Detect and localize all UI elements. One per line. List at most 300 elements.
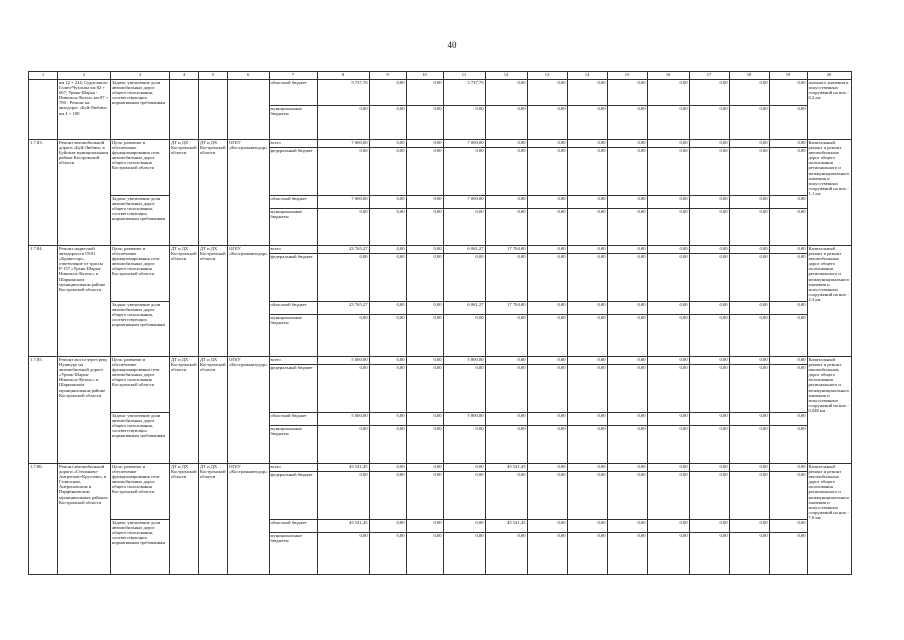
amount-cell: 0,00	[607, 148, 647, 196]
amount-cell: 0,00	[647, 357, 689, 365]
funding-source-cell: всего	[269, 464, 317, 472]
amount-cell: 0,00	[369, 357, 406, 365]
goal-cell: Цель: развитие и обеспечение функционирования сети автомобильных дорог общего пользования Костромской области	[111, 357, 170, 413]
amount-cell: 0,00	[406, 209, 443, 246]
funding-source-cell: федеральный бюджет	[269, 365, 317, 413]
amount-cell: 0,00	[647, 196, 689, 209]
amount-cell: 0,00	[689, 533, 729, 575]
amount-cell: 0,00	[607, 413, 647, 426]
column-number-cell: 18	[729, 72, 769, 80]
table-row	[29, 80, 852, 106]
amount-cell: 0,00	[567, 520, 607, 533]
amount-cell: 0,00	[729, 209, 769, 246]
goal-cell: Цель: развитие и обеспечение функционирования сети автомобильных дорог общего пользования Костромской области	[111, 464, 170, 520]
amount-cell: 0,00	[729, 365, 769, 413]
amount-cell: 0,00	[567, 315, 607, 357]
amount-cell: 0,00	[485, 209, 527, 246]
funding-source-cell: областной бюджет	[269, 302, 317, 315]
funding-source-cell: областной бюджет	[269, 80, 317, 106]
amount-cell: 5 000,00	[317, 357, 369, 365]
responsible-cell: ДТ и ДХ Костромской области	[170, 357, 199, 464]
amount-cell: 45 541,45	[485, 520, 527, 533]
amount-cell: 0,00	[729, 413, 769, 426]
row-number-cell: 1.7.85.	[29, 357, 58, 464]
amount-cell: 0,00	[647, 413, 689, 426]
amount-cell: 0,00	[607, 196, 647, 209]
amount-cell: 0,00	[729, 246, 769, 254]
column-number-cell: 15	[607, 72, 647, 80]
amount-cell: 0,00	[527, 254, 567, 302]
amount-cell: 0,00	[527, 533, 567, 575]
column-number-cell: 11	[443, 72, 485, 80]
row-number-cell: 1.7.84.	[29, 246, 58, 357]
amount-cell: 0,00	[769, 80, 807, 106]
amount-cell: 0,00	[527, 413, 567, 426]
amount-cell: 0,00	[729, 520, 769, 533]
amount-cell: 0,00	[567, 533, 607, 575]
amount-cell: 0,00	[647, 315, 689, 357]
amount-cell: 0,00	[607, 140, 647, 148]
amount-cell: 0,00	[485, 357, 527, 365]
amount-cell: 0,00	[406, 148, 443, 196]
column-number-cell: 5	[199, 72, 228, 80]
column-number-cell: 10	[406, 72, 443, 80]
customer-cell	[199, 80, 228, 140]
amount-cell: 0,00	[567, 365, 607, 413]
amount-cell: 0,00	[443, 106, 485, 140]
amount-cell: 0,00	[406, 413, 443, 426]
amount-cell: 0,00	[769, 464, 807, 472]
amount-cell: 0,00	[647, 464, 689, 472]
amount-cell: 0,00	[729, 302, 769, 315]
amount-cell: 0,00	[369, 254, 406, 302]
funding-source-cell: всего	[269, 246, 317, 254]
amount-cell: 0,00	[689, 413, 729, 426]
amount-cell: 0,00	[485, 472, 527, 520]
executor-cell: ОГБУ «Костромаавтодор»	[228, 140, 270, 246]
amount-cell: 0,00	[485, 533, 527, 575]
amount-cell: 0,00	[369, 196, 406, 209]
row-number-cell: 1.7.83.	[29, 140, 58, 246]
page-number: 40	[447, 40, 457, 50]
amount-cell: 0,00	[607, 302, 647, 315]
row-number-cell: 1.7.86.	[29, 464, 58, 575]
responsible-cell: ДТ и ДХ Костромской области	[170, 140, 199, 246]
table-row	[29, 140, 852, 148]
amount-cell: 0,00	[527, 302, 567, 315]
amount-cell: 0,00	[769, 472, 807, 520]
amount-cell: 0,00	[567, 106, 607, 140]
amount-cell: 0,00	[689, 302, 729, 315]
amount-cell: 0,00	[369, 472, 406, 520]
amount-cell: 6 061,27	[443, 302, 485, 315]
amount-cell: 0,00	[729, 357, 769, 365]
event-name-cell: Ремонт автомобильной дороги «Степаново-Антропово-Круглово» в Галичском, Антроповском и Парфеньевском муниципальных районах Костромской области	[58, 464, 111, 575]
amount-cell: 0,00	[729, 140, 769, 148]
amount-cell: 7 000,00	[443, 196, 485, 209]
amount-cell: 7 000,00	[317, 140, 369, 148]
column-number-cell: 8	[317, 72, 369, 80]
amount-cell: 0,00	[607, 533, 647, 575]
table-row	[29, 302, 852, 315]
column-number-cell: 1	[29, 72, 58, 80]
amount-cell: 0,00	[317, 254, 369, 302]
funding-source-cell: муниципальные бюджеты	[269, 106, 317, 140]
event-name-cell: Ремонт моста через реку Нушкуро на автомобильной дороге «Урень-Шарья-Никольск-Котлас» в Шарьинском муниципальном районе Костромской области	[58, 357, 111, 464]
funding-source-cell: муниципальные бюджеты	[269, 426, 317, 464]
amount-cell: 0,00	[369, 413, 406, 426]
amount-cell: 0,00	[527, 196, 567, 209]
amount-cell: 0,00	[769, 148, 807, 196]
amount-cell: 0,00	[369, 209, 406, 246]
amount-cell: 0,00	[567, 209, 607, 246]
amount-cell: 0,00	[369, 426, 406, 464]
responsible-cell: ДТ и ДХ Костромской области	[170, 246, 199, 357]
amount-cell: 0,00	[443, 254, 485, 302]
event-name-cell: Ремонт автомобильной дороги «Буй-Любим» в Буйском муниципальном районе Костромской области	[58, 140, 111, 246]
amount-cell: 0,00	[689, 315, 729, 357]
amount-cell: 0,00	[406, 357, 443, 365]
amount-cell: 0,00	[406, 106, 443, 140]
amount-cell: 0,00	[769, 196, 807, 209]
amount-cell: 0,00	[485, 254, 527, 302]
amount-cell: 0,00	[769, 365, 807, 413]
amount-cell: 0,00	[567, 254, 607, 302]
column-number-cell: 9	[369, 72, 406, 80]
column-number-cell: 20	[807, 72, 851, 80]
amount-cell: 0,00	[607, 464, 647, 472]
amount-cell: 23 765,27	[317, 246, 369, 254]
customer-cell: ДТ и ДХ Костромской области	[199, 464, 228, 575]
task-cell: Задача: увеличение доли автомобильных дорог общего пользования, соответствующих нормативным требованиям	[111, 196, 170, 246]
amount-cell: 0,00	[689, 472, 729, 520]
row-number-cell	[29, 80, 58, 140]
column-number-cell: 2	[58, 72, 111, 80]
funding-source-cell: муниципальные бюджеты	[269, 315, 317, 357]
amount-cell: 0,00	[527, 148, 567, 196]
result-cell: пального значения и искусственных сооружений на них - 0,2 км	[807, 80, 851, 140]
amount-cell: 0,00	[567, 472, 607, 520]
column-number-cell: 13	[527, 72, 567, 80]
executor-cell: ОГБУ «Костромаавтодор»	[228, 246, 270, 357]
column-number-cell: 14	[567, 72, 607, 80]
amount-cell: 0,00	[527, 315, 567, 357]
amount-cell: 0,00	[443, 533, 485, 575]
amount-cell: 0,00	[527, 520, 567, 533]
amount-cell: 5 000,00	[443, 357, 485, 365]
amount-cell: 0,00	[689, 209, 729, 246]
amount-cell: 0,00	[567, 464, 607, 472]
column-number-cell: 7	[269, 72, 317, 80]
amount-cell: 0,00	[689, 196, 729, 209]
amount-cell: 0,00	[729, 148, 769, 196]
amount-cell: 0,00	[485, 148, 527, 196]
task-cell: Задача: увеличение доли автомобильных дорог общего пользования, соответствующих нормативным требованиям	[111, 520, 170, 575]
amount-cell: 23 765,27	[317, 302, 369, 315]
column-number-cell: 19	[769, 72, 807, 80]
amount-cell: 0,00	[769, 533, 807, 575]
amount-cell: 0,00	[647, 106, 689, 140]
amount-cell: 0,00	[406, 520, 443, 533]
customer-cell: ДТ и ДХ Костромской области	[199, 246, 228, 357]
amount-cell: 0,00	[527, 472, 567, 520]
result-cell: Капитальный ремонт и ремонт автомобильных дорог общего пользования регионального и межмуниципального значения и искусственных сооружений на них - 0,048 км	[807, 357, 851, 464]
funding-source-cell: федеральный бюджет	[269, 254, 317, 302]
amount-cell: 0,00	[369, 80, 406, 106]
amount-cell: 0,00	[406, 140, 443, 148]
amount-cell: 0,00	[567, 80, 607, 106]
amount-cell: 0,00	[689, 80, 729, 106]
amount-cell: 0,00	[647, 140, 689, 148]
amount-cell: 0,00	[689, 106, 729, 140]
column-number-cell: 17	[689, 72, 729, 80]
amount-cell: 0,00	[406, 302, 443, 315]
amount-cell: 6 061,27	[443, 246, 485, 254]
amount-cell: 0,00	[769, 315, 807, 357]
amount-cell: 0,00	[729, 472, 769, 520]
amount-cell: 0,00	[607, 472, 647, 520]
amount-cell: 0,00	[369, 315, 406, 357]
amount-cell: 7 000,00	[317, 196, 369, 209]
amount-cell: 0,00	[485, 140, 527, 148]
amount-cell: 0,00	[729, 254, 769, 302]
amount-cell: 0,00	[729, 106, 769, 140]
amount-cell: 0,00	[647, 254, 689, 302]
amount-cell: 0,00	[567, 148, 607, 196]
amount-cell: 0,00	[607, 315, 647, 357]
amount-cell: 0,00	[369, 140, 406, 148]
amount-cell: 0,00	[406, 365, 443, 413]
amount-cell: 0,00	[485, 80, 527, 106]
result-cell: Капитальный ремонт и ремонт автомобильных дорог общего пользования регионального и межмуниципального значения и искусственных сооружений на них - 2,3 км	[807, 246, 851, 357]
table-row	[29, 413, 852, 426]
amount-cell: 0,00	[317, 472, 369, 520]
executor-cell: ОГБУ «Костромаавтодор»	[228, 357, 270, 464]
amount-cell: 0,00	[607, 365, 647, 413]
amount-cell: 0,00	[317, 315, 369, 357]
amount-cell: 0,00	[689, 426, 729, 464]
result-cell: Капитальный ремонт и ремонт автомобильных дорог общего пользования регионального и межмуниципального значения и искусственных сооружений на них - 1,1 км	[807, 140, 851, 246]
amount-cell: 0,00	[567, 426, 607, 464]
funding-source-cell: муниципальные бюджеты	[269, 533, 317, 575]
responsible-cell	[170, 80, 199, 140]
amount-cell: 0,00	[689, 464, 729, 472]
amount-cell: 0,00	[527, 209, 567, 246]
amount-cell: 0,00	[317, 365, 369, 413]
amount-cell: 0,00	[369, 246, 406, 254]
amount-cell: 0,00	[406, 533, 443, 575]
table-row	[29, 246, 852, 254]
amount-cell: 7 000,00	[443, 140, 485, 148]
amount-cell: 0,00	[607, 520, 647, 533]
amount-cell: 0,00	[729, 464, 769, 472]
amount-cell: 0,00	[729, 533, 769, 575]
amount-cell: 0,00	[406, 464, 443, 472]
amount-cell: 0,00	[567, 302, 607, 315]
funding-source-cell: федеральный бюджет	[269, 472, 317, 520]
amount-cell: 0,00	[485, 426, 527, 464]
amount-cell: 5 000,00	[443, 413, 485, 426]
amount-cell: 0,00	[769, 140, 807, 148]
goal-cell: Цель: развитие и обеспечение функционирования сети автомобильных дорог общего пользования Костромской области	[111, 140, 170, 196]
amount-cell: 0,00	[769, 209, 807, 246]
result-cell: Капитальный ремонт и ремонт автомобильных дорог общего пользования регионального и межмуниципального значения и искусственных сооружений на них - 7,0 км	[807, 464, 851, 575]
amount-cell: 0,00	[689, 148, 729, 196]
funding-source-cell: всего	[269, 140, 317, 148]
amount-cell: 0,00	[729, 196, 769, 209]
event-name-cell: Ремонт надвесной автодороги в ООО «Кравестар», ответвление от трассы Р-157 «Урень-Шарья-Никольск-Котлас» в Шарьинском муниципальном районе Костромской области	[58, 246, 111, 357]
amount-cell: 0,00	[729, 315, 769, 357]
amount-cell: 0,00	[369, 365, 406, 413]
column-number-cell: 16	[647, 72, 689, 80]
event-name-cell: км 12 + 214; Судиславль-Галич-Чухлома км 82 + 667; Урень-Шарья - Никольск-Котлас км 87 + 700 - Ремонт на автодорог «Буй-Любим» км 4 + 180	[58, 80, 111, 140]
amount-cell: 45 541,45	[317, 464, 369, 472]
amount-cell: 0,00	[527, 246, 567, 254]
amount-cell: 0,00	[369, 148, 406, 196]
amount-cell: 0,00	[769, 426, 807, 464]
amount-cell: 0,00	[443, 148, 485, 196]
amount-cell: 45 541,45	[317, 520, 369, 533]
amount-cell: 0,00	[647, 520, 689, 533]
table-row	[29, 357, 852, 365]
amount-cell: 0,00	[769, 357, 807, 365]
amount-cell: 0,00	[485, 413, 527, 426]
customer-cell: ДТ и ДХ Костромской области	[199, 357, 228, 464]
amount-cell: 0,00	[527, 365, 567, 413]
amount-cell: 0,00	[369, 106, 406, 140]
funding-source-cell: областной бюджет	[269, 520, 317, 533]
amount-cell: 5 737,70	[317, 80, 369, 106]
column-number-cell: 3	[111, 72, 170, 80]
amount-cell: 0,00	[443, 315, 485, 357]
amount-cell: 0,00	[769, 106, 807, 140]
funding-source-cell: всего	[269, 357, 317, 365]
responsible-cell: ДТ и ДХ Костромской области	[170, 464, 199, 575]
amount-cell: 17 704,00	[485, 302, 527, 315]
amount-cell: 0,00	[406, 426, 443, 464]
amount-cell: 0,00	[443, 426, 485, 464]
amount-cell: 0,00	[607, 426, 647, 464]
amount-cell: 0,00	[369, 464, 406, 472]
amount-cell: 0,00	[443, 209, 485, 246]
amount-cell: 0,00	[769, 254, 807, 302]
amount-cell: 0,00	[647, 472, 689, 520]
customer-cell: ДТ и ДХ Костромской области	[199, 140, 228, 246]
task-cell: Задача: увеличение доли автомобильных дорог общего пользования, соответствующих нормативным требованиям	[111, 302, 170, 357]
amount-cell: 5 000,00	[317, 413, 369, 426]
executor-cell	[228, 80, 270, 140]
amount-cell: 45 541,45	[485, 464, 527, 472]
amount-cell: 0,00	[647, 246, 689, 254]
table-row	[29, 464, 852, 472]
amount-cell: 0,00	[485, 315, 527, 357]
amount-cell: 0,00	[406, 80, 443, 106]
column-number-cell: 6	[228, 72, 270, 80]
amount-cell: 0,00	[406, 472, 443, 520]
amount-cell: 0,00	[647, 365, 689, 413]
column-number-cell: 12	[485, 72, 527, 80]
column-number-row	[29, 72, 852, 80]
table-row	[29, 520, 852, 533]
amount-cell: 0,00	[689, 520, 729, 533]
amount-cell: 0,00	[647, 148, 689, 196]
amount-cell: 0,00	[567, 246, 607, 254]
amount-cell: 0,00	[607, 357, 647, 365]
amount-cell: 0,00	[317, 148, 369, 196]
program-table	[28, 71, 852, 575]
goal-task-cell: Задача: увеличение доли автомобильных дорог общего пользования, соответствующих нормативным требованиям	[111, 80, 170, 140]
amount-cell: 0,00	[406, 196, 443, 209]
amount-cell: 0,00	[567, 357, 607, 365]
amount-cell: 0,00	[485, 196, 527, 209]
amount-cell: 0,00	[769, 413, 807, 426]
amount-cell: 0,00	[443, 472, 485, 520]
amount-cell: 0,00	[369, 533, 406, 575]
funding-source-cell: федеральный бюджет	[269, 148, 317, 196]
amount-cell: 0,00	[527, 106, 567, 140]
amount-cell: 0,00	[527, 357, 567, 365]
amount-cell: 5 737,70	[443, 80, 485, 106]
funding-source-cell: областной бюджет	[269, 413, 317, 426]
amount-cell: 0,00	[443, 365, 485, 413]
amount-cell: 0,00	[647, 426, 689, 464]
amount-cell: 0,00	[443, 520, 485, 533]
funding-source-cell: муниципальные бюджеты	[269, 209, 317, 246]
amount-cell: 0,00	[567, 196, 607, 209]
amount-cell: 0,00	[689, 365, 729, 413]
amount-cell: 0,00	[317, 209, 369, 246]
amount-cell: 0,00	[729, 80, 769, 106]
goal-cell: Цель: развитие и обеспечение функционирования сети автомобильных дорог общего пользования Костромской области	[111, 246, 170, 302]
amount-cell: 0,00	[485, 106, 527, 140]
amount-cell: 0,00	[567, 413, 607, 426]
amount-cell: 0,00	[527, 140, 567, 148]
amount-cell: 0,00	[689, 357, 729, 365]
funding-source-cell: областной бюджет	[269, 196, 317, 209]
executor-cell: ОГБУ «Костромаавтодор»	[228, 464, 270, 575]
amount-cell: 0,00	[317, 426, 369, 464]
task-cell: Задача: увеличение доли автомобильных дорог общего пользования, соответствующих нормативным требованиям	[111, 413, 170, 464]
amount-cell: 0,00	[647, 80, 689, 106]
amount-cell: 0,00	[607, 209, 647, 246]
amount-cell: 0,00	[647, 302, 689, 315]
amount-cell: 0,00	[406, 254, 443, 302]
amount-cell: 0,00	[527, 80, 567, 106]
amount-cell: 0,00	[769, 246, 807, 254]
amount-cell: 0,00	[443, 464, 485, 472]
column-number-cell: 4	[170, 72, 199, 80]
amount-cell: 0,00	[729, 426, 769, 464]
amount-cell: 0,00	[689, 246, 729, 254]
amount-cell: 0,00	[647, 209, 689, 246]
amount-cell: 0,00	[369, 520, 406, 533]
amount-cell: 0,00	[369, 302, 406, 315]
amount-cell: 0,00	[769, 302, 807, 315]
amount-cell: 0,00	[607, 246, 647, 254]
amount-cell: 0,00	[317, 106, 369, 140]
amount-cell: 0,00	[689, 254, 729, 302]
amount-cell: 0,00	[317, 533, 369, 575]
amount-cell: 17 704,00	[485, 246, 527, 254]
amount-cell: 0,00	[689, 140, 729, 148]
amount-cell: 0,00	[527, 464, 567, 472]
amount-cell: 0,00	[406, 315, 443, 357]
amount-cell: 0,00	[769, 520, 807, 533]
amount-cell: 0,00	[485, 365, 527, 413]
amount-cell: 0,00	[607, 254, 647, 302]
amount-cell: 0,00	[567, 140, 607, 148]
amount-cell: 0,00	[607, 106, 647, 140]
